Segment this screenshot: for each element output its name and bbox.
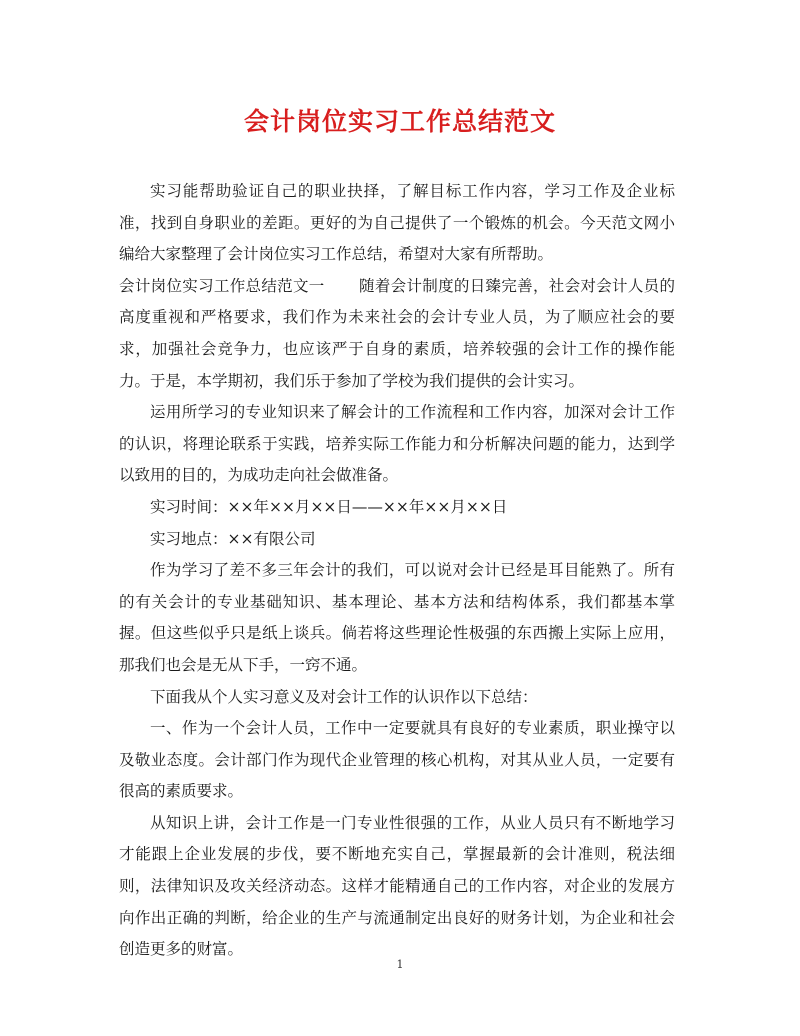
body-paragraph: 一、作为一个会计人员，工作中一定要就具有良好的专业素质，职业操守以及敬业态度。会计部门作为现代企业管理的核心机构，对其从业人员，一定要有很高的素质要求。 — [119, 719, 675, 801]
body-paragraph: 作为学习了差不多三年会计的我们，可以说对会计已经是耳目能熟了。所有的有关会计的专业基础知识、基本理论、基本方法和结构体系，我们都基本掌握。但这些似乎只是纸上谈兵。倘若将这些理论性极强的东西搬上实际上应用，那我们也会是无从下手，一窍不通。 — [119, 561, 675, 674]
body-paragraph: 下面我从个人实习意义及对会计工作的认识作以下总结： — [150, 687, 538, 706]
section-heading: 会计岗位实习工作总结范文一 — [119, 276, 325, 295]
page-number: 1 — [396, 958, 404, 971]
intro-paragraph: 实习能帮助验证自己的职业抉择，了解目标工作内容，学习工作及企业标准，找到自身职业的差距。更好的为自己提供了一个锻炼的机会。今天范文网小编给大家整理了会计岗位实习工作总结，希望对大家有所帮助。 — [119, 182, 675, 264]
body-paragraph: 从知识上讲，会计工作是一门专业性很强的工作，从业人员只有不断地学习才能跟上企业发展的步伐，要不断地充实自己，掌握最新的会计准则，税法细则，法律知识及攻关经济动态。这样才能精通自己的工作内容，对企业的发展方向作出正确的判断，给企业的生产与流通制定出良好的财务计划，为企业和社会创造更多的财富。 — [119, 813, 675, 959]
internship-time: 实习时间：××年××月××日——××年××月××日 — [150, 497, 508, 516]
internship-location: 实习地点：××有限公司 — [150, 529, 316, 548]
document-title: 会计岗位实习工作总结范文 — [243, 107, 556, 136]
section-opening-text: 随着会计制度的日臻完善，社会对会计人员的高度重视和严格要求，我们作为未来社会的会计专业人员，为了顺应社会的要求，加强社会竞争力，也应该严于自身的素质，培养较强的会计工作的操作能力。于是，本学期初，我们乐于参加了学校为我们提供的会计实习。 — [119, 276, 675, 390]
section-paragraph — [119, 271, 675, 397]
body-paragraph: 运用所学习的专业知识来了解会计的工作流程和工作内容，加深对会计工作的认识，将理论联系于实践，培养实际工作能力和分析解决问题的能力，达到学以致用的目的，为成功走向社会做准备。 — [119, 403, 675, 485]
document-body — [119, 176, 675, 966]
